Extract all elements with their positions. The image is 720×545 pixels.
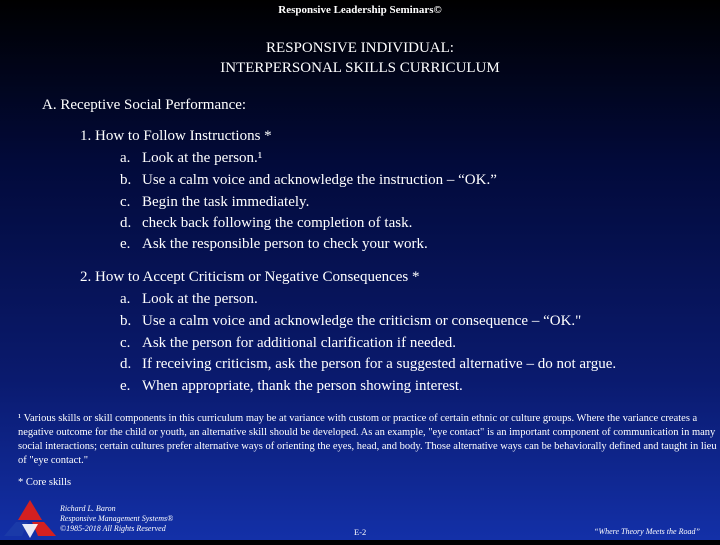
company-logo-icon [2, 498, 58, 540]
step-text: If receiving criticism, ask the person for a suggested alternative – do not argue. [142, 356, 617, 372]
step-letter: e. [120, 378, 131, 394]
step-letter: e. [120, 236, 131, 252]
seminar-header: Responsive Leadership Seminars© [278, 4, 442, 16]
step-text: check back following the completion of task. [142, 215, 413, 231]
skill-1-step-d [120, 215, 412, 232]
footnote: ¹ Various skills or skill components in this curriculum may be at variance with custom or practice of certain ethnic or culture groups. Where the variance creates a negative outcome for the child or youth, an alternative skill should be developed. As an example, "eye contact" is an important component of communication in many social interactions; certain cultures prefer alternative ways of orienting the eyes, head, and body. Those alternative ways can be behaviorally defined and taught in lieu of "eye contact." [18, 413, 717, 466]
skill-1-step-a [120, 150, 262, 167]
step-text: Ask the person for additional clarification if needed. [142, 335, 457, 351]
skill-1-step-c [120, 194, 309, 211]
title-line-1: RESPONSIVE INDIVIDUAL: [266, 40, 454, 56]
step-text: Use a calm voice and acknowledge the instruction – “OK.” [142, 172, 497, 188]
footer-company: Responsive Management Systems® [60, 514, 174, 523]
step-text: Begin the task immediately. [142, 194, 310, 210]
step-text: Use a calm voice and acknowledge the criticism or consequence – “OK." [142, 313, 582, 329]
title-line-2: INTERPERSONAL SKILLS CURRICULUM [220, 60, 500, 76]
skill-2-step-e [120, 378, 463, 395]
step-letter: d. [120, 356, 132, 372]
skill-2-step-a [120, 291, 258, 308]
skill-2-step-d [120, 356, 616, 373]
step-letter: a. [120, 291, 131, 307]
step-letter: b. [120, 313, 132, 329]
skill-1-title: 1. How to Follow Instructions * [80, 128, 272, 144]
step-letter: c. [120, 194, 131, 210]
step-letter: c. [120, 335, 131, 351]
step-text: Look at the person.¹ [142, 150, 263, 166]
step-text: Look at the person. [142, 291, 258, 307]
step-text: Ask the responsible person to check your work. [142, 236, 428, 252]
skill-2-step-b [120, 313, 581, 330]
tagline: “Where Theory Meets the Road” [594, 527, 700, 536]
skill-2-step-c [120, 335, 456, 352]
page-number: E-2 [354, 527, 367, 537]
step-letter: a. [120, 150, 131, 166]
step-letter: d. [120, 215, 132, 231]
core-skills-note: * Core skills [18, 477, 72, 488]
footer-credits [60, 504, 173, 534]
step-text: When appropriate, thank the person showing interest. [142, 378, 463, 394]
page-title [0, 38, 720, 78]
footer-author: Richard L. Baron [60, 504, 116, 513]
skill-1-step-b [120, 172, 497, 189]
skill-1-step-e [120, 236, 428, 253]
step-letter: b. [120, 172, 132, 188]
section-heading: A. Receptive Social Performance: [42, 97, 247, 113]
skill-2-title: 2. How to Accept Criticism or Negative Consequences * [80, 269, 420, 285]
footer-rights: ©1985-2018 All Rights Reserved [60, 524, 166, 533]
